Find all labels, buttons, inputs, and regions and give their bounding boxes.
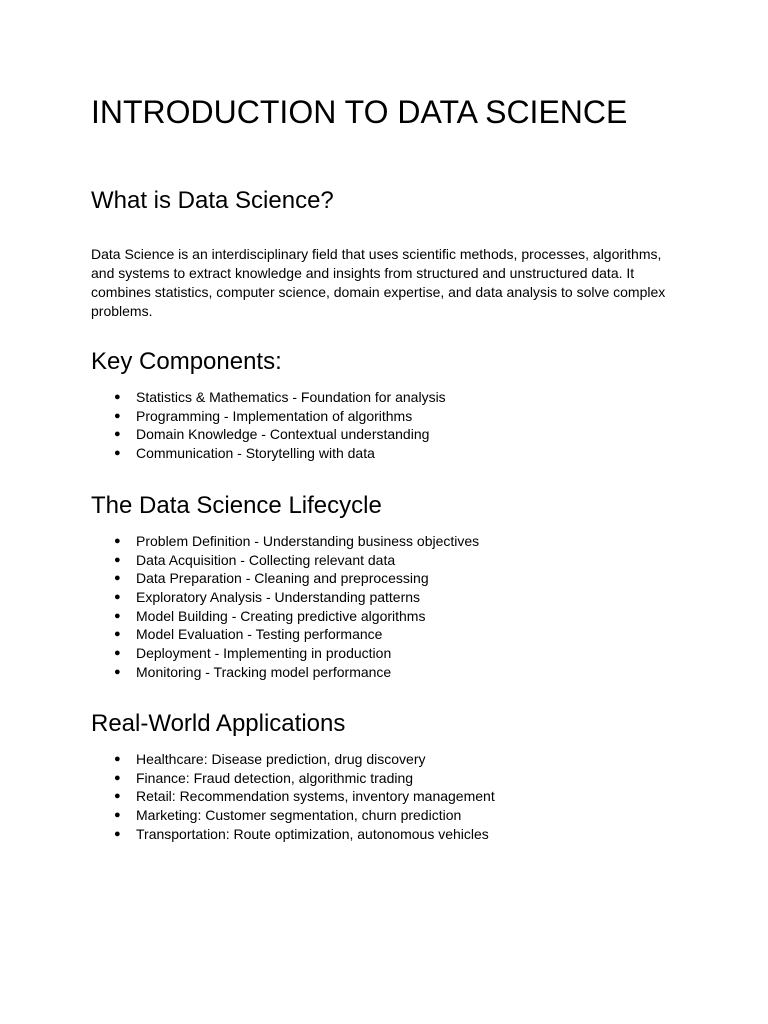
bullet-icon: ● [114,553,121,566]
list-item-text: Domain Knowledge - Contextual understanding [136,426,430,443]
list-item-text: Deployment - Implementing in production [136,645,392,662]
list-item-text: Model Building - Creating predictive algorithms [136,607,426,624]
section-heading-lifecycle: The Data Science Lifecycle [91,492,382,519]
list-item [91,787,495,806]
bullet-icon: ● [114,535,121,547]
bullet-icon: ● [114,827,121,840]
list-item-text: Programming - Implementation of algorithms [136,407,413,424]
list-item-text: Finance: Fraud detection, algorithmic trading [136,769,414,786]
list-item [91,644,479,663]
list-item-text: Marketing: Customer segmentation, churn prediction [136,807,462,824]
section-heading-what-is: What is Data Science? [91,187,334,214]
key-components-list [91,388,446,463]
list-item [91,551,479,570]
bullet-icon: ● [114,790,121,803]
section-heading-applications: Real-World Applications [91,710,346,737]
bullet-icon: ● [114,391,121,403]
list-item-text: Communication - Storytelling with data [136,445,375,462]
list-item-text: Problem Definition - Understanding business objectives [136,533,480,549]
list-item-text: Model Evaluation - Testing performance [136,626,383,643]
list-item-text: Transportation: Route optimization, autonomous vehicles [136,825,489,842]
list-item-text: Statistics & Mathematics - Foundation for analysis [136,389,446,405]
bullet-icon: ● [114,771,121,784]
bullet-icon: ● [114,572,121,585]
list-item [91,388,446,407]
list-item [91,407,446,426]
list-item [91,750,495,769]
list-item-text: Data Acquisition - Collecting relevant data [136,551,396,568]
list-item-text: Healthcare: Disease prediction, drug discovery [136,751,426,767]
bullet-icon: ● [114,665,121,678]
document-title: INTRODUCTION TO DATA SCIENCE [91,94,628,130]
bullet-icon: ● [114,428,121,441]
list-item [91,625,479,644]
bullet-icon: ● [114,628,121,641]
lifecycle-list [91,532,479,682]
list-item [91,607,479,626]
list-item [91,825,495,844]
bullet-icon: ● [114,647,121,660]
list-item-text: Monitoring - Tracking model performance [136,663,392,680]
bullet-icon: ● [114,753,121,765]
list-item [91,588,479,607]
bullet-icon: ● [114,609,121,622]
list-item [91,769,495,788]
list-item [91,532,479,551]
bullet-icon: ● [114,591,121,604]
list-item [91,569,479,588]
list-item-text: Retail: Recommendation systems, inventory management [136,788,495,805]
list-item [91,444,446,463]
section-heading-key-components: Key Components: [91,348,282,375]
bullet-icon: ● [114,409,121,422]
bullet-icon: ● [114,447,121,460]
section-paragraph-what-is: Data Science is an interdisciplinary field that uses scientific methods, processes, algorithms, and systems to extract knowledge and insights from structured and unstructured data. It combines statistics, computer science, domain expertise, and data analysis to solve complex problems. [91,246,666,319]
list-item-text: Exploratory Analysis - Understanding patterns [136,589,421,606]
bullet-icon: ● [114,809,121,822]
applications-list [91,750,495,843]
list-item [91,806,495,825]
list-item-text: Data Preparation - Cleaning and preprocessing [136,570,429,587]
list-item [91,663,479,682]
list-item [91,425,446,444]
